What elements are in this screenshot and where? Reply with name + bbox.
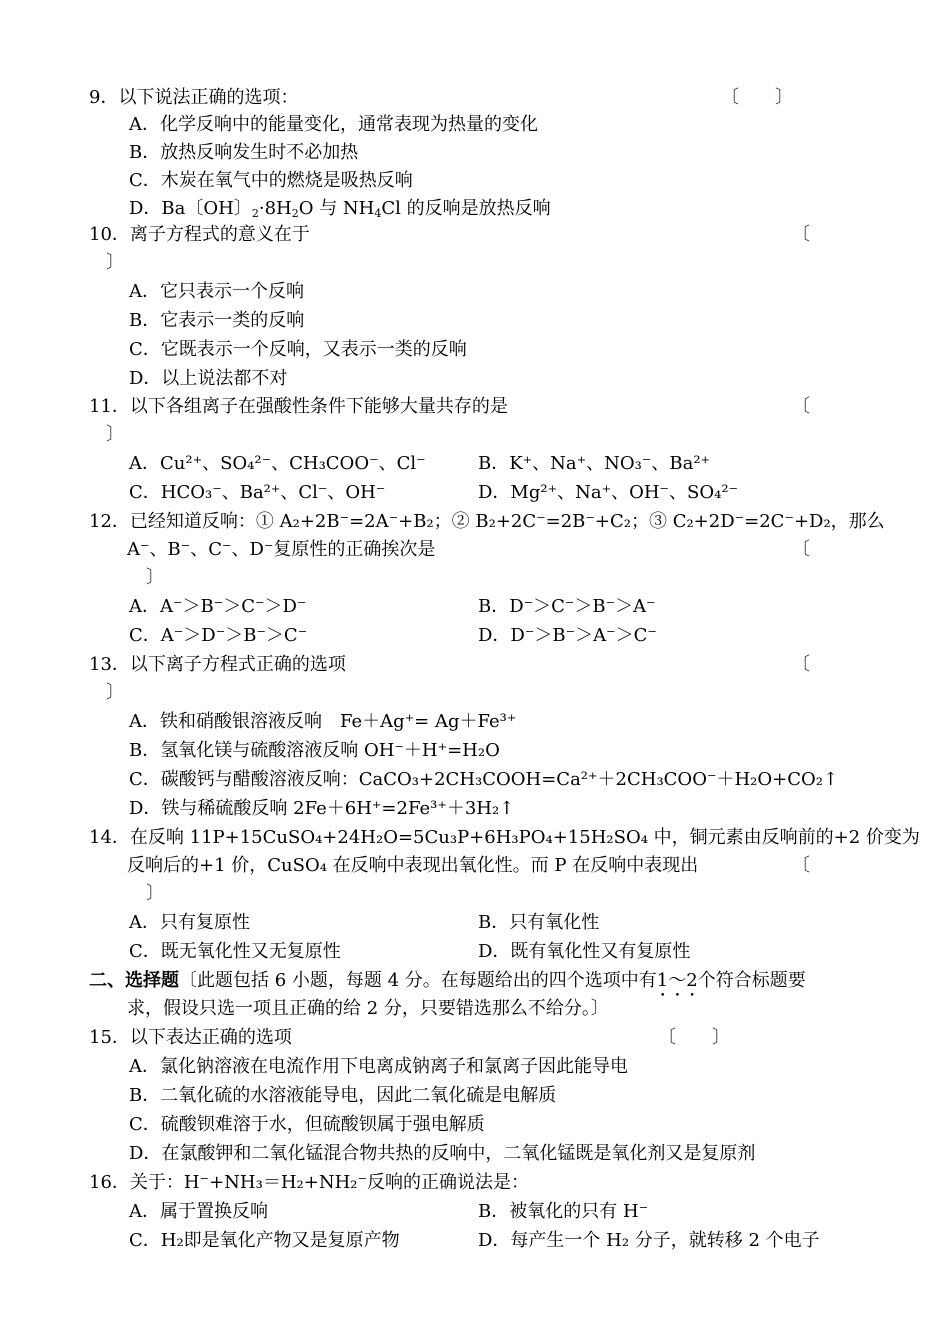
q16-option-a: A．属于置换反响	[129, 1201, 268, 1222]
q13-option-c: C．碳酸钙与醋酸溶液反响：CaCO₃+2CH₃COOH=Ca²⁺＋2CH₃COO⁻＋H₂O+CO₂↑	[129, 769, 839, 790]
q11-option-c: C．HCO₃⁻、Ba²⁺、Cl⁻、OH⁻	[129, 482, 386, 503]
q10-option-b: B．它表示一类的反响	[129, 310, 305, 331]
q12-option-b: B．D⁻＞C⁻＞B⁻＞A⁻	[478, 596, 656, 617]
q16-stem: 16．关于：H⁻+NH₃＝H₂+NH₂⁻反响的正确说法是：	[89, 1172, 530, 1193]
q10-option-c: C．它既表示一个反响，又表示一类的反响	[129, 339, 467, 360]
q12-option-d: D．D⁻＞B⁻＞A⁻＞C⁻	[478, 625, 657, 646]
q16-option-d: D．每产生一个 H₂ 分子，就转移 2 个电子	[478, 1230, 820, 1251]
q10-stem: 10．离子方程式的意义在于	[89, 224, 310, 245]
q15-stem: 15．以下表达正确的选项	[89, 1027, 292, 1048]
q14-paren-close: 〕	[146, 883, 164, 904]
q12-paren-close: 〕	[146, 567, 164, 588]
q15-option-d: D．在氯酸钾和二氧化锰混合物共热的反响中，二氧化锰既是氧化剂又是复原剂	[129, 1143, 756, 1164]
q15-option-b: B．二氧化硫的水溶液能导电，因此二氧化硫是电解质	[129, 1085, 557, 1106]
section2-emphasis: 1～2	[656, 970, 698, 991]
q15-option-c: C．硫酸钡难溶于水，但硫酸钡属于强电解质	[129, 1114, 485, 1135]
q10-option-a: A．它只表示一个反响	[129, 281, 304, 302]
q16-option-c: C．H₂即是氧化产物又是复原产物	[129, 1230, 400, 1251]
q13-paren-close: 〕	[106, 682, 124, 703]
q11-option-b: B．K⁺、Na⁺、NO₃⁻、Ba²⁺	[478, 453, 711, 474]
q13-option-b: B．氢氧化镁与硫酸溶液反响 OH⁻＋H⁺=H₂O	[129, 740, 500, 761]
q12-option-a: A．A⁻＞B⁻＞C⁻＞D⁻	[129, 596, 307, 617]
q15-answer-paren: 〔 〕	[658, 1027, 730, 1048]
q9-option-c: C．木炭在氧气中的燃烧是吸热反响	[129, 170, 413, 191]
q14-option-a: A．只有复原性	[129, 912, 250, 933]
q10-paren-open: 〔	[792, 224, 810, 245]
q9-answer-paren: 〔 〕	[721, 87, 793, 108]
q14-paren-open: 〔	[792, 855, 810, 876]
q12-paren-open: 〔	[792, 539, 810, 560]
q15-option-a: A．氯化钠溶液在电流作用下电离成钠离子和氯离子因此能导电	[129, 1056, 628, 1077]
q11-option-d: D．Mg²⁺、Na⁺、OH⁻、SO₄²⁻	[478, 482, 739, 503]
q14-option-b: B．只有氧化性	[478, 912, 600, 933]
q12-option-c: C．A⁻＞D⁻＞B⁻＞C⁻	[129, 625, 308, 646]
q13-stem: 13．以下离子方程式正确的选项	[89, 654, 346, 675]
q12-stem-line2: A⁻、B⁻、C⁻、D⁻复原性的正确挨次是	[127, 539, 436, 560]
q10-option-d: D．以上说法都不对	[129, 368, 288, 389]
q10-paren-close: 〕	[106, 252, 124, 273]
q9-option-d: D．Ba〔OH〕$_2\cdot 8H_2O$ 与 $NH_4Cl$ 的反响是放热反响	[129, 198, 551, 220]
q14-option-d: D．既有氧化性又有复原性	[478, 941, 691, 962]
q14-option-c: C．既无氧化性又无复原性	[129, 941, 341, 962]
q9-option-a: A．化学反响中的能量变化，通常表现为热量的变化	[129, 114, 538, 135]
q13-paren-open: 〔	[792, 654, 810, 675]
q12-stem: 12．已经知道反响：① A₂+2B⁻=2A⁻+B₂；② B₂+2C⁻=2B⁻+C₂；③ C₂+2D⁻=2C⁻+D₂，那么	[89, 511, 885, 532]
q14-stem-line2: 反响后的+1 价，CuSO₄ 在反响中表现出氧化性。而 P 在反响中表现出	[127, 855, 699, 876]
q11-option-a: A．Cu²⁺、SO₄²⁻、CH₃COO⁻、Cl⁻	[129, 453, 426, 474]
q9-option-b: B．放热反响发生时不必加热	[129, 142, 359, 163]
section2-title: 二、选择题	[89, 970, 179, 991]
section2-desc-line2: 求，假设只选一项且正确的给 2 分，只要错选那么不给分。〕	[127, 998, 609, 1019]
q11-stem: 11．以下各组离子在强酸性条件下能够大量共存的是	[89, 396, 508, 417]
q13-option-a: A．铁和硝酸银溶液反响 Fe＋Ag⁺= Ag＋Fe³⁺	[129, 711, 517, 732]
section2-header: 二、选择题〔此题包括 6 小题，每题 4 分。在每题给出的四个选项中有1～2个符合标题要	[89, 970, 806, 991]
q9-stem: 9．以下说法正确的选项：	[89, 87, 299, 108]
q14-stem: 14．在反响 11P+15CuSO₄+24H₂O=5Cu₃P+6H₃PO₄+15H₂SO₄ 中，铜元素由反响前的+2 价变为	[89, 827, 920, 848]
q11-paren-close: 〕	[106, 424, 124, 445]
q11-paren-open: 〔	[792, 396, 810, 417]
q13-option-d: D．铁与稀硫酸反响 2Fe＋6H⁺=2Fe³⁺＋3H₂↑	[129, 798, 515, 819]
q16-option-b: B．被氧化的只有 H⁻	[478, 1201, 649, 1222]
